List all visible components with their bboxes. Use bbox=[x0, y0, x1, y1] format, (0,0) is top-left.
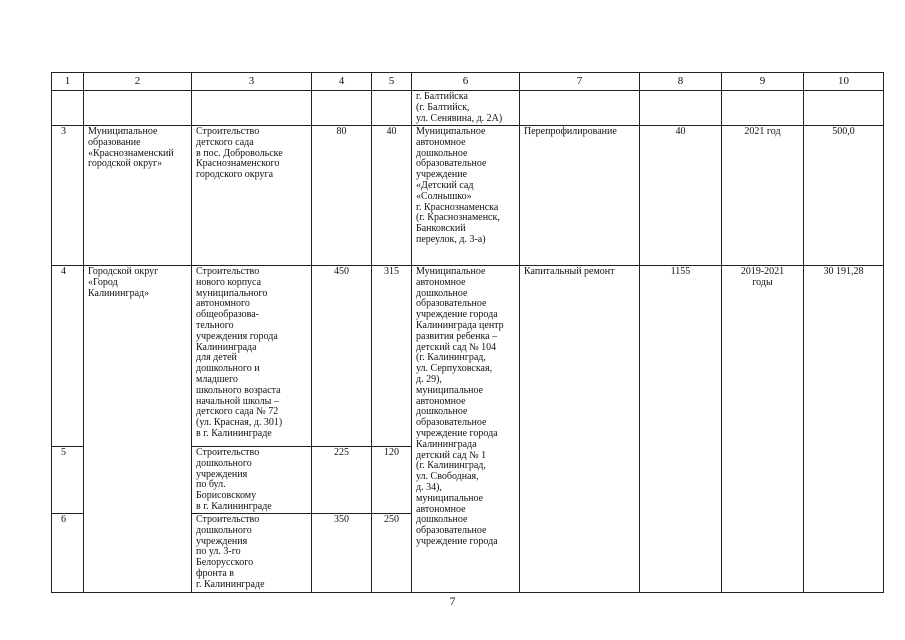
places-cell: 315 bbox=[372, 266, 412, 447]
amount-cell: 30 191,28 bbox=[804, 266, 884, 593]
header-cell: 6 bbox=[412, 73, 520, 91]
header-cell: 7 bbox=[520, 73, 640, 91]
header-cell: 3 bbox=[192, 73, 312, 91]
row-number: 4 bbox=[52, 266, 84, 447]
municipality-cell: Муниципальное образование «Краснознаменский городской округ» bbox=[84, 126, 192, 266]
header-cell: 2 bbox=[84, 73, 192, 91]
quantity-cell: 40 bbox=[640, 126, 722, 266]
table-row bbox=[52, 91, 884, 126]
places-cell: 250 bbox=[372, 514, 412, 593]
period-cell: 2019-2021 годы bbox=[722, 266, 804, 593]
period-cell: 2021 год bbox=[722, 126, 804, 266]
header-cell: 8 bbox=[640, 73, 722, 91]
header-cell: 9 bbox=[722, 73, 804, 91]
capacity-cell: 450 bbox=[312, 266, 372, 447]
work-type-cell bbox=[520, 91, 640, 126]
institution-cell: Муниципальное автономное дошкольное образовательное учреждение города Калининграда центр развития ребенка – детский сад № 104 (г. Калининград, ул. Серпуховская, д. 29), муниципальное автономное дошкольное образовательное учреждение города Калининграда детский сад № 1 (г. Калининград, ул. Свободная, д. 34), муниципальное автономное дошкольное образовательное учреждение города bbox=[412, 266, 520, 593]
table-row bbox=[52, 266, 884, 447]
project-cell: Строительство дошкольного учреждения по ул. 3-го Белорусского фронта в г. Калининграде bbox=[192, 514, 312, 593]
project-cell bbox=[192, 91, 312, 126]
municipality-cell bbox=[84, 91, 192, 126]
row-number: 3 bbox=[52, 126, 84, 266]
municipality-cell: Городской округ «Город Калининград» bbox=[84, 266, 192, 593]
amount-cell: 500,0 bbox=[804, 126, 884, 266]
quantity-cell bbox=[640, 91, 722, 126]
project-cell: Строительство дошкольного учреждения по бул. Борисовскому в г. Калининграде bbox=[192, 447, 312, 514]
institution-cell: Муниципальное автономное дошкольное образовательное учреждение «Детский сад «Солнышко» г. Краснознаменска (г. Краснознаменск, Банковский переулок, д. 3-а) bbox=[412, 126, 520, 266]
amount-cell bbox=[804, 91, 884, 126]
period-cell bbox=[722, 91, 804, 126]
row-number bbox=[52, 91, 84, 126]
data-table bbox=[51, 72, 884, 593]
header-cell: 5 bbox=[372, 73, 412, 91]
work-type-cell: Перепрофилирование bbox=[520, 126, 640, 266]
row-number: 5 bbox=[52, 447, 84, 514]
header-row bbox=[52, 73, 884, 91]
capacity-cell: 225 bbox=[312, 447, 372, 514]
places-cell bbox=[372, 91, 412, 126]
project-cell: Строительство детского сада в пос. Добровольске Краснознаменского городского округа bbox=[192, 126, 312, 266]
work-type-cell: Капитальный ремонт bbox=[520, 266, 640, 593]
places-cell: 40 bbox=[372, 126, 412, 266]
capacity-cell: 350 bbox=[312, 514, 372, 593]
table-row bbox=[52, 126, 884, 266]
header-cell: 10 bbox=[804, 73, 884, 91]
capacity-cell bbox=[312, 91, 372, 126]
page-number: 7 bbox=[449, 594, 456, 608]
row-number: 6 bbox=[52, 514, 84, 593]
header-cell: 4 bbox=[312, 73, 372, 91]
header-cell: 1 bbox=[52, 73, 84, 91]
places-cell: 120 bbox=[372, 447, 412, 514]
capacity-cell: 80 bbox=[312, 126, 372, 266]
project-cell: Строительство нового корпуса муниципального автономного общеобразова- тельного учреждения города Калининграда для детей дошкольного и младшего школьного возраста начальной школы – детского сада № 72 (ул. Красная, д. 301) в г. Калининграде bbox=[192, 266, 312, 447]
quantity-cell: 1155 bbox=[640, 266, 722, 593]
institution-cell: г. Балтийска (г. Балтийск, ул. Сенявина, д. 2А) bbox=[412, 91, 520, 126]
